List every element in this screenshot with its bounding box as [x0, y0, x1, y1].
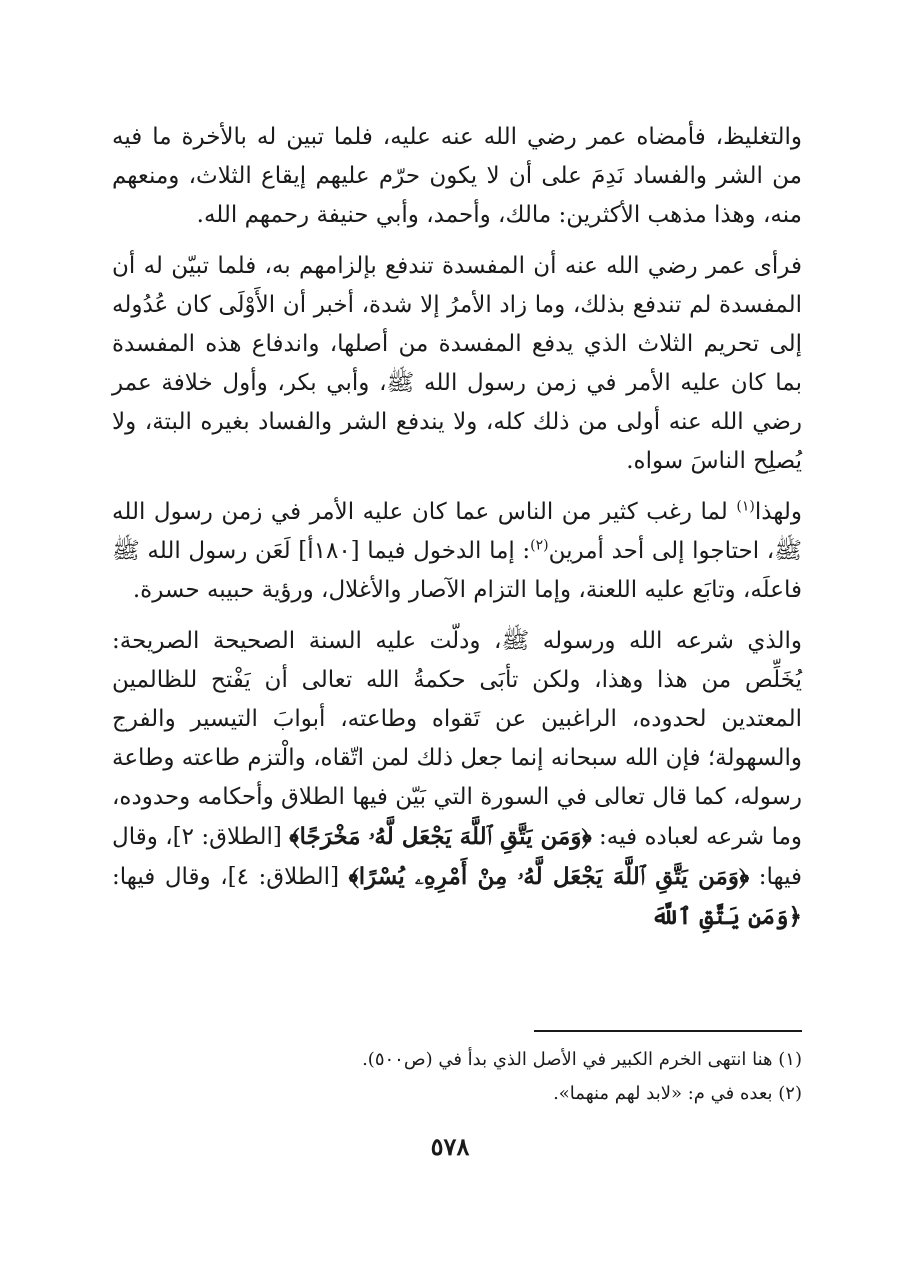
footnotes — [102, 1043, 802, 1111]
main-text — [112, 118, 802, 949]
verse-ref-2: [الطلاق: ٤]، وقال فيها: — [112, 864, 349, 890]
footnote-ref-1[interactable]: (١) — [736, 498, 755, 515]
paragraph-1: والتغليظ، فأمضاه عمر رضي الله عنه عليه، فلما تبين له بالأخرة ما فيه من الشر والفساد نَدِمَ على أن لا يكون حرّم عليهم إيقاع الثلاث، ومنعهم منه، وهذا مذهب الأكثرين: مالك، وأحمد، وأبي حنيفة رحمهم الله. — [112, 124, 802, 228]
paragraph-3 — [112, 493, 802, 610]
quran-verse-3: ﴿وَمَن يَتَّقِ ٱللَّهَ — [651, 903, 802, 930]
paragraph-3-mid: لما رغب كثير من الناس عما كان عليه الأمر في زمن رسول الله ﷺ، احتاجوا إلى أحد أمرين — [112, 499, 802, 564]
paragraph-4 — [112, 622, 802, 937]
footnote-1: (١) هنا انتهى الخرم الكبير في الأصل الذي بدأ في (ص٥٠٠). — [362, 1049, 802, 1070]
paragraph-2: فرأى عمر رضي الله عنه أن المفسدة تندفع بإلزامهم به، فلما تبيّن له أن المفسدة لم تندفع بذلك، وما زاد الأمرُ إلا شدة، أخبر أن الأَوْلَى كان عُدُوله إلى تحريم الثلاث الذي يدفع المفسدة من أصلها، واندفاع هذه المفسدة بما كان عليه الأمر في زمن رسول الله ﷺ، وأبي بكر، وأول خلافة عمر رضي الله عنه أولى من ذلك كله، ولا يندفع الشر والفساد بغيره البتة، ولا يُصلِح الناسَ سواه. — [112, 253, 802, 474]
quran-verse-2: ﴿وَمَن يَتَّقِ ٱللَّهَ يَجْعَل لَّهُۥ مِنْ أَمْرِهِۦ يُسْرًا﴾ — [348, 863, 750, 890]
footnote-ref-2[interactable]: (٢) — [530, 537, 549, 554]
page-number: ٥٧٨ — [430, 1132, 470, 1161]
quran-verse-1: ﴿وَمَن يَتَّقِ ٱللَّهَ يَجْعَل لَّهُۥ مَخْرَجًا﴾ — [289, 823, 592, 850]
footnote-2: (٢) بعده في م: «لابد لهم منهما». — [553, 1083, 802, 1104]
paragraph-3-rest: : إما الدخول فيما [١٨٠أ] لَعَن رسول الله ﷺ فاعلَه، وتابَع عليه اللعنة، وإما التزام الآصار والأغلال، ورؤية حبيبه حسرة. — [112, 538, 802, 603]
paragraph-3-lead: ولهذا — [754, 499, 802, 525]
footnote-divider — [534, 1030, 802, 1032]
verse-ref-1: [الطلاق: ٢]، وقال فيها: — [112, 824, 803, 890]
paragraph-4-text: والذي شرعه الله ورسوله ﷺ، ودلّت عليه السنة الصحيحة الصريحة: يُخَلِّص من هذا وهذا، ولكن تأبَى حكمةُ الله تعالى أن يَفْتح للظالمين المعتدين لحدوده، الراغبين عن تَقواه وطاعته، أبوابَ التيسير والفرج والسهولة؛ فإن الله سبحانه إنما جعل ذلك لمن اتّقاه، والْتزم طاعته وطاعة رسوله، كما قال تعالى في السورة التي بَيّن فيها الطلاق وأحكامه وحدوده، وما شرعه لعباده فيه: — [112, 628, 803, 850]
